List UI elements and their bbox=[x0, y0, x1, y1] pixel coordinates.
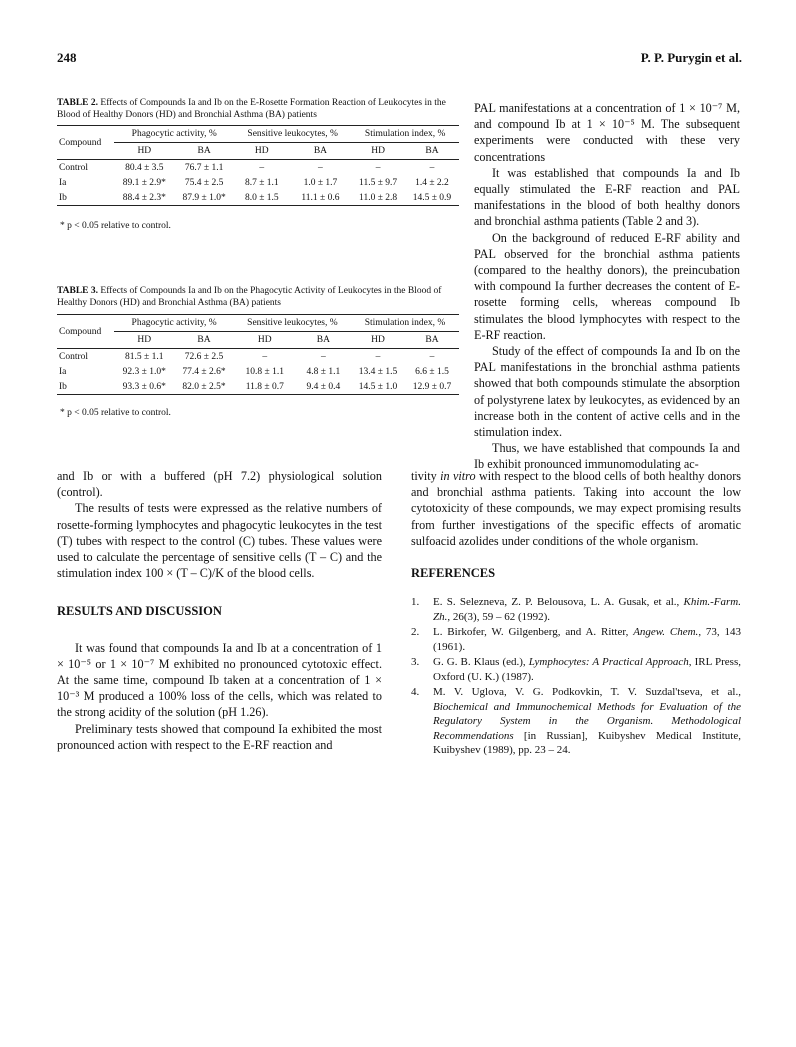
paragraph: On the background of reduced E-RF ability and PAL observed for the bronchial asthma patients (compared to the healthy donors), the preincubation with compound Ia further decreases the content of E-rosette forming cells, whereas compound Ib stimulates the blood lymphocytes with respect to the E-RF reaction. bbox=[474, 230, 740, 342]
reference-number: 4. bbox=[411, 686, 420, 699]
page-number: 248 bbox=[57, 50, 77, 65]
table2-row-label: Ia bbox=[59, 177, 67, 188]
table2-cell: 80.4 ± 3.5 bbox=[125, 162, 164, 173]
paragraph: It was found that compounds Ia and Ib at a concentration of 1 × 10⁻⁵ or 1 × 10⁻⁷ M exhibited no pronounced cytotoxic effect. At the same time, compound Ib taken at a concentration of 1 × 10⁻³ M produced a 100% loss of the cells, which was related to the strong acidity of the solution (pH 1.26). bbox=[57, 640, 382, 720]
reference-source: Angew. Chem. bbox=[633, 626, 699, 639]
table3-cell: 13.4 ± 1.5 bbox=[358, 366, 398, 377]
table3-subheader: HD bbox=[234, 332, 296, 349]
table-row bbox=[57, 175, 459, 190]
table-row bbox=[57, 160, 459, 176]
right-column-upper bbox=[474, 100, 740, 473]
table3-subheader: BA bbox=[296, 332, 351, 349]
table2-cell: 11.1 ± 0.6 bbox=[290, 190, 352, 206]
table2-cell: 14.5 ± 0.9 bbox=[405, 190, 459, 206]
table2-cell: 11.0 ± 2.8 bbox=[351, 190, 405, 206]
table3-cell: 82.0 ± 2.5* bbox=[174, 379, 234, 395]
paragraph: Study of the effect of compounds Ia and Ib on the PAL manifestations in the bronchial asthma patients showed that both compounds stimulate the absorption of polystyrene latex by leukocytes, as evidenced by an increase both in the content of active cells and in the stimulation index. bbox=[474, 344, 740, 440]
table3-group-header: Stimulation index, % bbox=[351, 315, 459, 332]
list-item bbox=[411, 625, 741, 654]
table2-group-header: Stimulation index, % bbox=[351, 126, 459, 143]
table3-footnote: * p < 0.05 relative to control. bbox=[60, 408, 171, 418]
table3-caption-text: Effects of Compounds Ia and Ib on the Phagocytic Activity of Leukocytes in the Blood of Healthy Donors (HD) and Bronchial Asthma (BA) patients bbox=[57, 286, 442, 308]
table3-cell: 77.4 ± 2.6* bbox=[182, 366, 226, 377]
table2-cell: – bbox=[318, 162, 323, 173]
reference-source: Khim.-Farm. Zh. bbox=[433, 596, 741, 623]
table3 bbox=[57, 314, 459, 395]
paragraph: It was established that compounds Ia and Ib equally stimulated the E-RF reaction and PAL manifestations in the blood of both healthy donors and bronchial asthma patients (Table 2 and 3). bbox=[474, 165, 740, 229]
table2-row-label: Control bbox=[59, 162, 89, 173]
table3-cell: 81.5 ± 1.1 bbox=[124, 351, 164, 362]
table3-row-label: Ib bbox=[57, 379, 114, 395]
reference-source: Lymphocytes: A Practical Approach bbox=[528, 656, 689, 669]
list-item bbox=[411, 595, 741, 624]
table2-footnote: * p < 0.05 relative to control. bbox=[60, 221, 171, 231]
table2-subheader: HD bbox=[114, 143, 174, 160]
table3-cell: – bbox=[262, 351, 268, 362]
table3-cell: – bbox=[375, 351, 381, 362]
table2 bbox=[57, 125, 459, 206]
reference-source: Biochemical and Immunochemical Methods for Evaluation of the Regulatory System in the Organism. Methodological Recommendations bbox=[433, 700, 741, 742]
table3-cell: 4.8 ± 1.1 bbox=[306, 366, 341, 377]
reference-text: G. G. B. Klaus (ed.), bbox=[433, 656, 529, 669]
reference-text: [in Russian], Kuibyshev Medical Institute, Kuibyshev (1989), pp. 23 – 24. bbox=[433, 729, 741, 757]
table2-cell: – bbox=[259, 162, 265, 173]
table3-cell: 10.8 ± 1.1 bbox=[245, 366, 285, 377]
reference-text: , 73, 143 (1961). bbox=[433, 626, 741, 653]
reference-text: E. S. Selezneva, Z. P. Belousova, L. A. Gusak, et al., bbox=[433, 596, 684, 609]
reference-text: , 26(3), 59 – 62 (1992). bbox=[447, 610, 551, 623]
table2-cell: 89.1 ± 2.9* bbox=[122, 177, 166, 188]
table3-cell: 6.6 ± 1.5 bbox=[415, 366, 449, 377]
table3-row-label: Control bbox=[59, 351, 89, 362]
reference-text: L. Birkofer, W. Gilgenberg, and A. Ritter, bbox=[433, 626, 634, 639]
table3-caption bbox=[57, 286, 462, 309]
paragraph: and Ib or with a buffered (pH 7.2) physiological solution (control). bbox=[57, 469, 382, 500]
text-run-italic: in vitro bbox=[440, 469, 476, 483]
paragraph: PAL manifestations at a concentration of 1 × 10⁻⁷ M, and compound Ib at 1 × 10⁻⁵ M. The subsequent experiments were conducted with these very concentrations bbox=[474, 101, 740, 164]
running-head-author: P. P. Purygin et al. bbox=[640, 50, 742, 65]
table3-row-label: Ia bbox=[59, 366, 67, 377]
table2-cell: 75.4 ± 2.5 bbox=[184, 177, 224, 188]
table3-cell: 92.3 ± 1.0* bbox=[122, 366, 166, 377]
references-heading: REFERENCES bbox=[411, 566, 496, 581]
paragraph: Thus, we have established that compounds Ia and Ib exhibit pronounced immunomodulating ac- bbox=[474, 441, 740, 472]
list-item bbox=[411, 655, 741, 684]
reference-text: M. V. Uglova, V. G. Podkovkin, T. V. Suzdal'tseva, et al., bbox=[433, 686, 741, 699]
table2-cell: – bbox=[375, 162, 381, 173]
section-heading: RESULTS AND DISCUSSION bbox=[57, 604, 222, 619]
table3-subheader: HD bbox=[351, 332, 405, 349]
table3-group-header: Phagocytic activity, % bbox=[114, 315, 234, 332]
table3-cell: 14.5 ± 1.0 bbox=[351, 379, 405, 395]
table3-group-header: Sensitive leukocytes, % bbox=[234, 315, 351, 332]
table2-group-header: Phagocytic activity, % bbox=[114, 126, 234, 143]
table2-cell: 88.4 ± 2.3* bbox=[114, 190, 174, 206]
reference-number: 3. bbox=[411, 656, 420, 669]
table-row bbox=[57, 349, 459, 365]
table3-cell: 12.9 ± 0.7 bbox=[405, 379, 459, 395]
table3-cell: 72.6 ± 2.5 bbox=[184, 351, 224, 362]
table-row bbox=[57, 379, 459, 395]
table3-subheader: HD bbox=[114, 332, 174, 349]
reference-text: , IRL Press, Oxford (U. K.) (1987). bbox=[433, 656, 741, 683]
table3-compound-header: Compound bbox=[57, 315, 114, 349]
table2-caption-label: TABLE 2. bbox=[57, 98, 99, 108]
table-row bbox=[57, 190, 459, 206]
table2-cell: – bbox=[429, 162, 435, 173]
table3-cell: – bbox=[429, 351, 435, 362]
reference-number: 2. bbox=[411, 626, 420, 639]
table3-subheader: BA bbox=[174, 332, 234, 349]
table2-cell: 87.9 ± 1.0* bbox=[174, 190, 234, 206]
reference-list bbox=[411, 595, 741, 758]
right-column-body bbox=[411, 468, 741, 759]
table3-caption-label: TABLE 3. bbox=[57, 286, 99, 296]
table2-subheader: BA bbox=[174, 143, 234, 160]
table2-group-header: Sensitive leukocytes, % bbox=[234, 126, 351, 143]
table2-caption bbox=[57, 98, 462, 121]
table2-subheader: HD bbox=[234, 143, 290, 160]
table2-cell: 1.4 ± 2.2 bbox=[415, 177, 449, 188]
text-run: tivity bbox=[411, 469, 441, 483]
table-row bbox=[57, 364, 459, 379]
list-item bbox=[411, 685, 741, 758]
table2-subheader: HD bbox=[351, 143, 405, 160]
table2-cell: 11.5 ± 9.7 bbox=[359, 177, 398, 188]
table2-subheader: BA bbox=[405, 143, 459, 160]
table2-cell: 8.0 ± 1.5 bbox=[234, 190, 290, 206]
table2-caption-text: Effects of Compounds Ia and Ib on the E-Rosette Formation Reaction of Leukocytes in the Blood of Healthy Donors (HD) and Bronchial Asthma (BA) patients bbox=[57, 98, 446, 120]
left-column-body bbox=[57, 468, 382, 753]
table2-row-label: Ib bbox=[57, 190, 114, 206]
table2-cell: 8.7 ± 1.1 bbox=[244, 177, 279, 188]
table2-cell: 1.0 ± 1.7 bbox=[303, 177, 338, 188]
paragraph: The results of tests were expressed as the relative numbers of rosette-forming lymphocytes and phagocytic leukocytes in the test (T) tubes with respect to the control (C) tubes. These values were used to calculate the percentage of sensitive cells (T – C) and the stimulation index 100 × (T – C)/K of the blood cells. bbox=[57, 501, 382, 581]
paragraph: Preliminary tests showed that compound Ia exhibited the most pronounced action with respect to the E-RF reaction and bbox=[57, 721, 382, 752]
paragraph bbox=[411, 468, 741, 549]
table3-cell: 9.4 ± 0.4 bbox=[296, 379, 351, 395]
table2-cell: 76.7 ± 1.1 bbox=[184, 162, 224, 173]
table3-cell: 93.3 ± 0.6* bbox=[114, 379, 174, 395]
reference-number: 1. bbox=[411, 596, 420, 609]
table3-subheader: BA bbox=[405, 332, 459, 349]
table3-cell: 11.8 ± 0.7 bbox=[234, 379, 296, 395]
table3-cell: – bbox=[320, 351, 326, 362]
table2-compound-header: Compound bbox=[57, 126, 114, 160]
text-run: with respect to the blood cells of both healthy donors and bronchial asthma patients. Taking into account the low cytotoxicity of these compounds, we may expect promising results from further investigations of the specific effects of aromatic sulfoacid azolides under conditions of the whole organism. bbox=[411, 469, 741, 548]
table2-subheader: BA bbox=[290, 143, 352, 160]
